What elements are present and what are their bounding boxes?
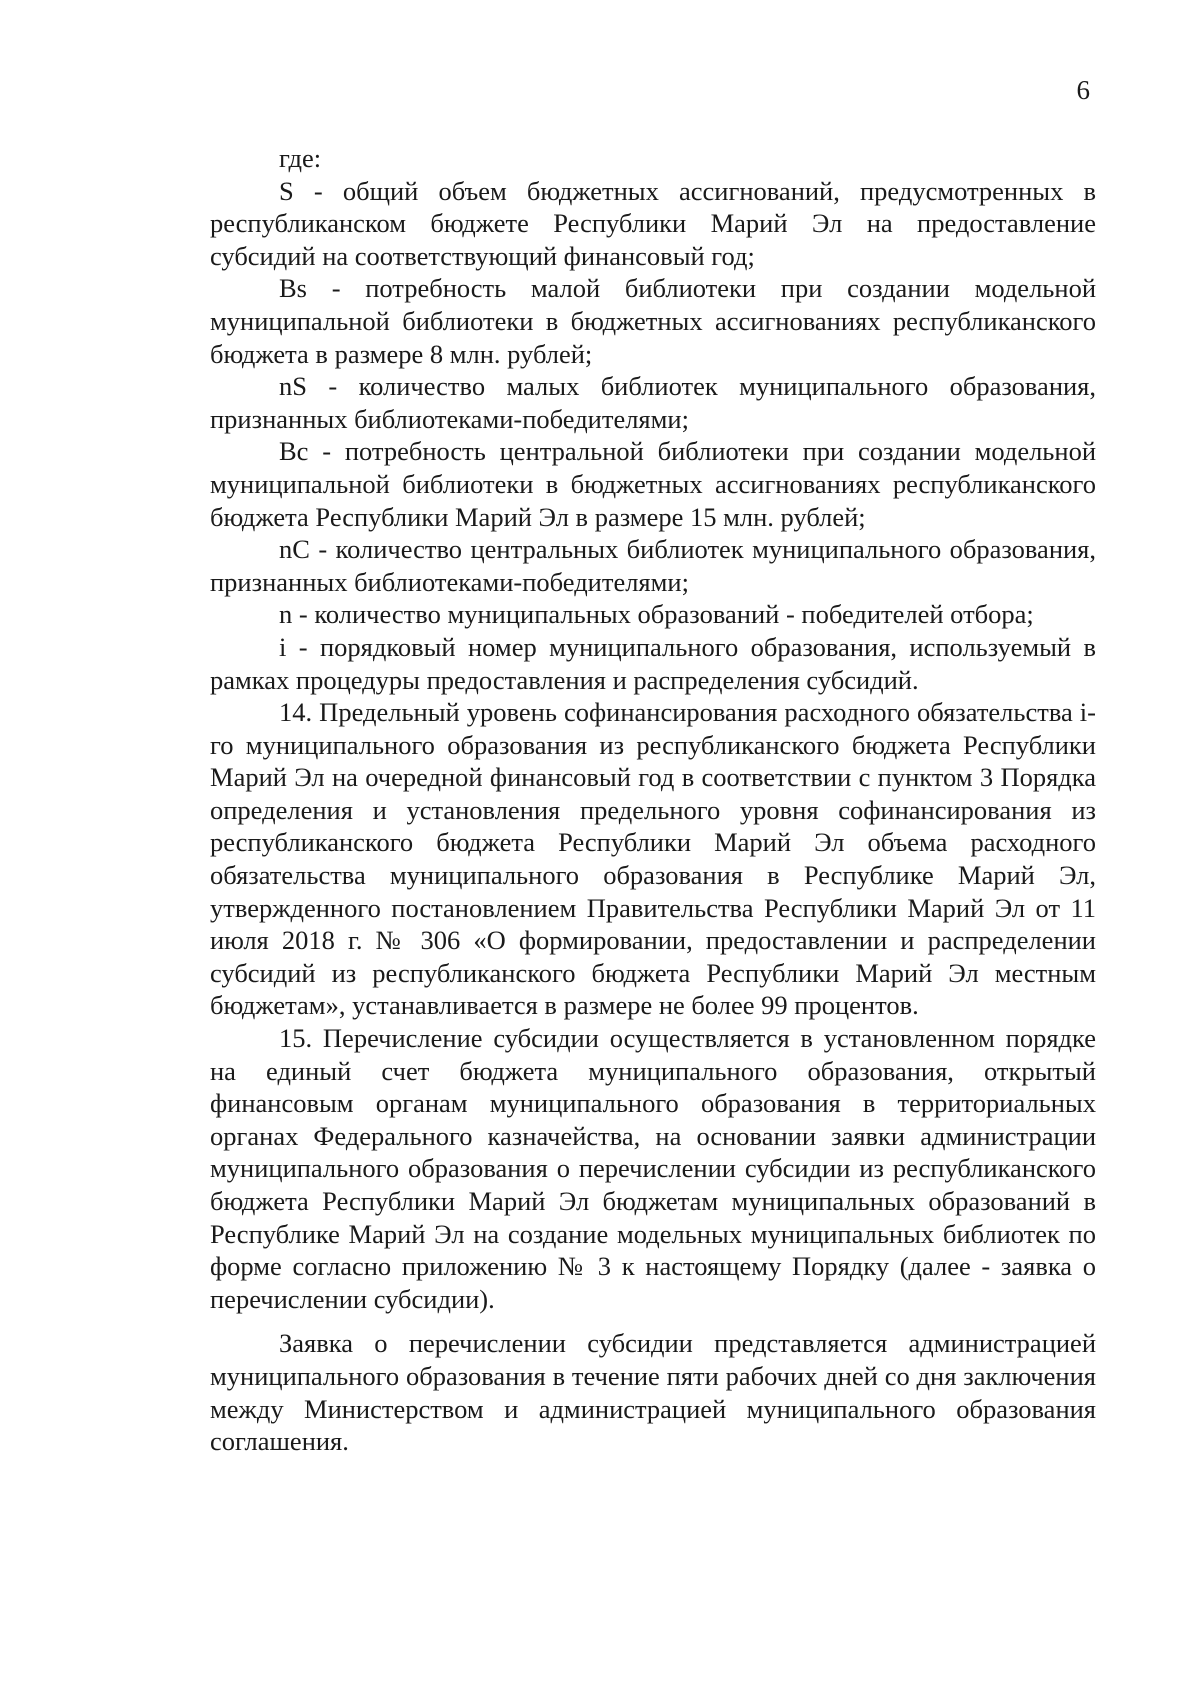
- paragraph-definition-bc: Bc - потребность центральной библиотеки при создании модельной муниципальной библиотеки в бюджетных ассигнованиях республиканского бюджета Республики Марий Эл в размере 15 млн. рублей;: [210, 436, 1096, 532]
- paragraph-definition-i: i - порядковый номер муниципального образования, используемый в рамках процедуры предоставления и распределения субсидий.: [210, 631, 1096, 695]
- page-number: 6: [1076, 75, 1090, 105]
- paragraph-definition-ns: nS - количество малых библиотек муниципального образования, признанных библиотеками-победителями;: [210, 371, 1096, 434]
- paragraph-item-15: 15. Перечисление субсидии осуществляется в установленном порядке на единый счет бюджета муниципального образования, открытый финансовым органам муниципального образования в территориальных органах Федерального казначейства, на основании заявки администрации муниципального образования о перечислении субсидии из республиканского бюджета Республики Марий Эл бюджетам муниципальных образований в Республике Марий Эл на создание модельных муниципальных библиотек по форме согласно приложению № 3 к настоящему Порядку (далее - заявка о перечислении субсидии).: [210, 1023, 1096, 1314]
- paragraph-definition-nc: nC - количество центральных библиотек муниципального образования, признанных библиотеками-победителями;: [210, 534, 1096, 597]
- paragraph-item-14: 14. Предельный уровень софинансирования расходного обязательства i-го муниципального образования из республиканского бюджета Республики Марий Эл на очередной финансовый год в соответствии с пунктом 3 Порядка определения и установления предельного уровня софинансирования из республиканского бюджета Республики Марий Эл объема расходного обязательства муниципального образования в Республике Марий Эл, утвержденного постановлением Правительства Республики Марий Эл от 11 июля 2018 г. № 306 «О формировании, предоставлении и распределении субсидий из республиканского бюджета Республики Марий Эл местным бюджетам», устанавливается в размере не более 99 процентов.: [210, 697, 1096, 1021]
- document-body: [210, 142, 1096, 1458]
- paragraph-where: где:: [279, 143, 322, 173]
- paragraph-definition-s: S - общий объем бюджетных ассигнований, предусмотренных в республиканском бюджете Республики Марий Эл на предоставление субсидий на соответствующий финансовый год;: [210, 175, 1096, 271]
- paragraph-request-submission: Заявка о перечислении субсидии представляется администрацией муниципального образования в течение пяти рабочих дней со дня заключения между Министерством и администрацией муниципального образования соглашения.: [210, 1328, 1096, 1457]
- paragraph-definition-bs: Bs - потребность малой библиотеки при создании модельной муниципальной библиотеки в бюджетных ассигнованиях республиканского бюджета в размере 8 млн. рублей;: [210, 273, 1096, 369]
- paragraph-definition-n: n - количество муниципальных образований - победителей отбора;: [279, 599, 1034, 630]
